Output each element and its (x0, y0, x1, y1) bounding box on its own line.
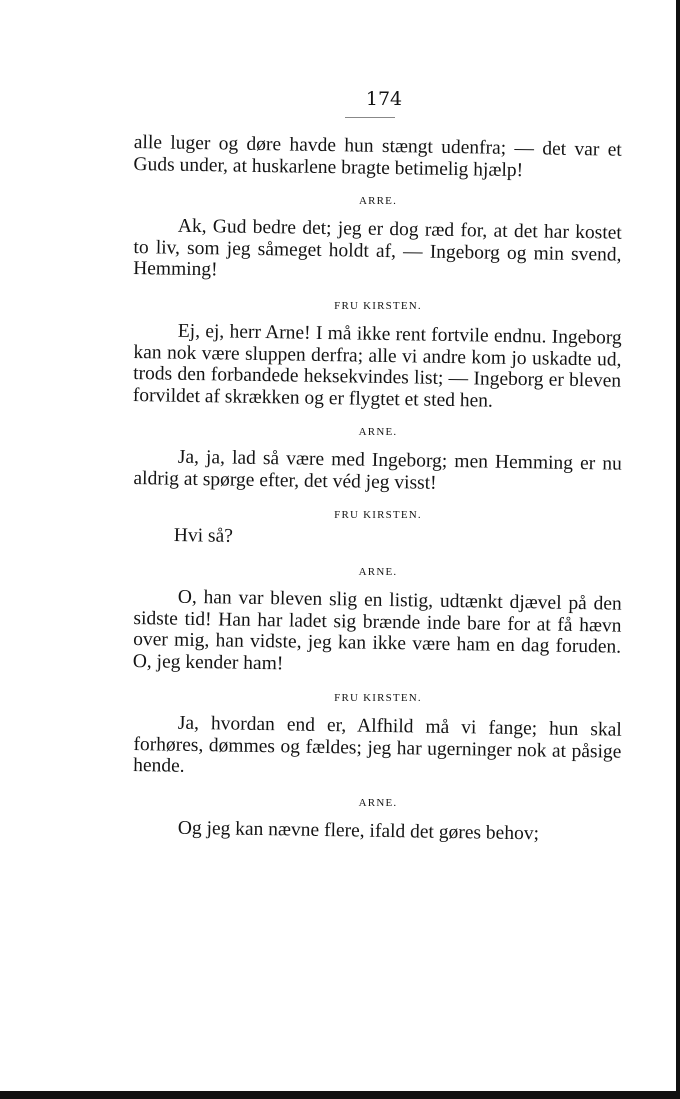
dialogue-paragraph: O, han var bleven slig en listig, udtænkt djævel på den sidste tid! Han har ladet sig brænde inde bare for at få hævn over mig, han vidste, jeg kan ikke være ham en dag foruden. O, jeg kender ham! (132, 586, 622, 674)
dialogue-paragraph: Ja, ja, lad så være med Ingeborg; men Hemming er nu aldrig at spørge efter, det véd jeg visst! (133, 446, 622, 493)
dialogue-paragraph: Og jeg kan nævne flere, ifald det gøres behov; (177, 817, 540, 844)
speaker-name: FRU KIRSTEN. (334, 508, 422, 521)
dialogue-paragraph: alle luger og døre havde hun stængt udenfra; — det var et Guds under, at huskarlene bragte betimelig hjælp! (133, 132, 622, 181)
page-number: 174 (365, 88, 403, 110)
dialogue-paragraph: Ja, hvordan end er, Alfhild må vi fange; hun skal forhøres, dømmes og fældes; jeg har ugerninger nok at påsige hende. (132, 712, 622, 777)
speaker-name: FRU KIRSTEN. (334, 299, 422, 312)
speaker-name: ARRE. (358, 195, 398, 207)
dialogue-paragraph: Hvi så? (173, 524, 234, 547)
speaker-name: FRU KIRSTEN. (334, 692, 422, 704)
speaker-name: ARNE. (358, 425, 398, 438)
page-number-rule (345, 117, 395, 118)
speaker-name: ARNE. (358, 796, 398, 809)
dialogue-paragraph: Ej, ej, herr Arne! I må ikke rent fortvile endnu. Ingeborg kan nok være sluppen derfra; alle vi andre kom jo uskadte ud, trods den forbandede heksekvindes list; — Ingeborg er bleven forvildet af skrækken og er flygtet et sted hen. (132, 320, 622, 411)
speaker-name: ARNE. (358, 566, 398, 578)
page-edge-right (676, 0, 680, 1099)
dialogue-paragraph: Ak, Gud bedre det; jeg er dog ræd for, at det har kostet to liv, som jeg såmeget holdt af, — Ingeborg og min svend, Hemming! (132, 215, 622, 281)
play-text (132, 132, 622, 844)
page-edge-bottom (0, 1091, 680, 1099)
